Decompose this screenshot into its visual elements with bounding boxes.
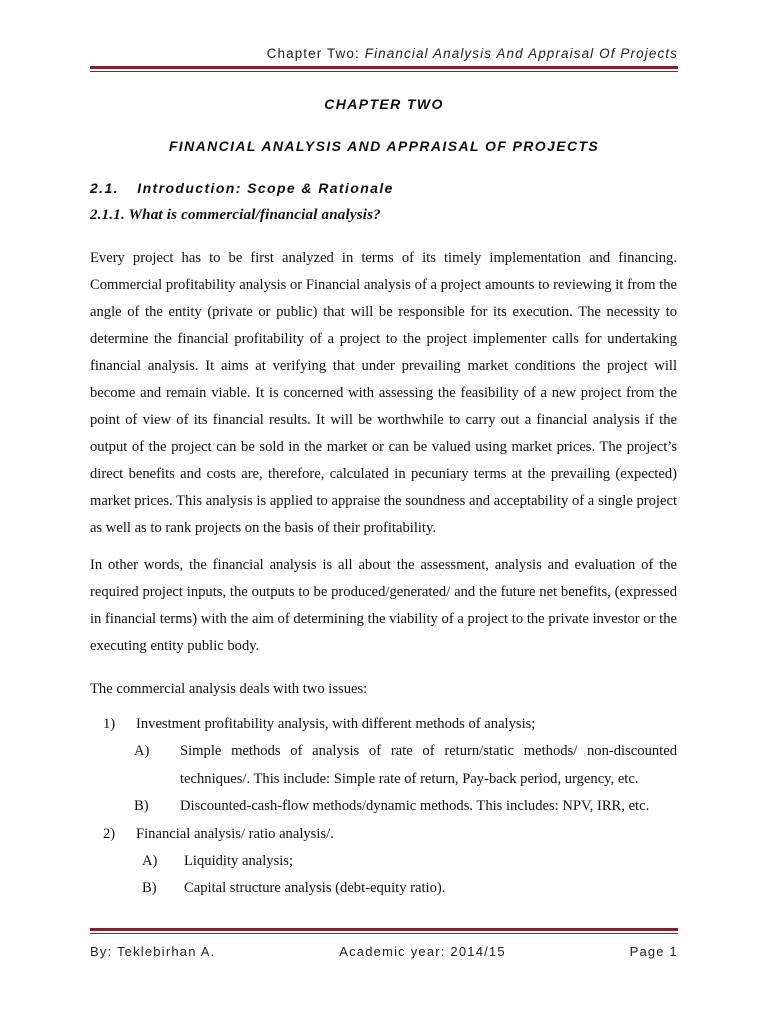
list-marker: B) (134, 798, 149, 815)
list-subitem-text: Simple methods of analysis of rate of return/static methods/ non-discounted (180, 743, 677, 760)
section-heading (90, 180, 394, 196)
paragraph-2: In other words, the financial analysis is all about the assessment, analysis and evaluation of the required project inputs, the outputs to be produced/generated/ and the future net benefits, (expressed in financial terms) with the aim of determining the viability of a project to the private investor or the executing entity public body. (90, 557, 677, 654)
header-chapter: Chapter Two: (266, 46, 360, 61)
list-marker: 1) (103, 716, 116, 732)
footer-academic-year: Academic year: 2014/15 (339, 944, 506, 959)
chapter-label: CHAPTER TWO (324, 96, 444, 112)
section-number: 2.1. (90, 180, 119, 196)
list-subitem-text: Liquidity analysis; (184, 853, 294, 870)
page-footer (90, 944, 678, 959)
chapter-title: FINANCIAL ANALYSIS AND APPRAISAL OF PROJECTS (168, 138, 600, 154)
subsection-heading (90, 207, 381, 224)
list-subitem (90, 738, 677, 793)
list-marker: A) (134, 743, 150, 760)
list-subitem (90, 848, 677, 875)
list-item-text: Investment profitability analysis, with different methods of analysis; (136, 716, 536, 732)
footer-rule (90, 928, 678, 934)
list-item (90, 821, 677, 848)
paragraph-3: The commercial analysis deals with two issues: (90, 681, 368, 697)
list-marker: B) (142, 880, 157, 897)
section-title: Introduction: Scope & Rationale (137, 180, 394, 196)
paragraph-1: Every project has to be first analyzed in terms of its timely implementation and financing. Commercial profitability analysis or Financial analysis of a project amounts to reviewing it from the angle of the entity (private or public) that will be responsible for its execution. The necessity to determine the financial profitability of a project to the project implementer calls for undertaking financial analysis. It aims at verifying that under prevailing market conditions the project will become and remain viable. It is concerned with assessing the feasibility of a new project from the point of view of its financial results. It will be worthwhile to carry out a financial analysis if the output of the project can be sold in the market or can be valued using market prices. The project’s direct benefits and costs are, therefore, calculated in pecuniary terms at the prevailing (expected) market prices. This analysis is applied to appraise the soundness and acceptability of a single project as well as to rank projects on the basis of their profitability. (90, 250, 677, 536)
list-subitem (90, 875, 677, 902)
issues-list (90, 711, 677, 903)
subsection-title: What is commercial/financial analysis? (128, 207, 381, 223)
subsection-number: 2.1.1. (90, 207, 125, 223)
list-subitem (90, 793, 677, 820)
list-marker: A) (142, 853, 158, 870)
list-subitem-text: Capital structure analysis (debt-equity ratio). (184, 880, 446, 897)
list-marker: 2) (103, 825, 116, 842)
footer-author: By: Teklebirhan A. (90, 944, 216, 959)
page-header (90, 46, 678, 61)
list-item (90, 711, 677, 738)
footer-page-number: Page 1 (629, 944, 678, 959)
header-rule (90, 66, 678, 72)
list-subitem-text: Discounted-cash-flow methods/dynamic methods. This includes: NPV, IRR, etc. (180, 798, 650, 815)
header-title: Financial Analysis And Appraisal Of Projects (364, 46, 678, 61)
list-subitem-text-cont: techniques/. This include: Simple rate of return, Pay-back period, urgency, etc. (180, 770, 639, 787)
list-item-text: Financial analysis/ ratio analysis/. (136, 825, 334, 842)
